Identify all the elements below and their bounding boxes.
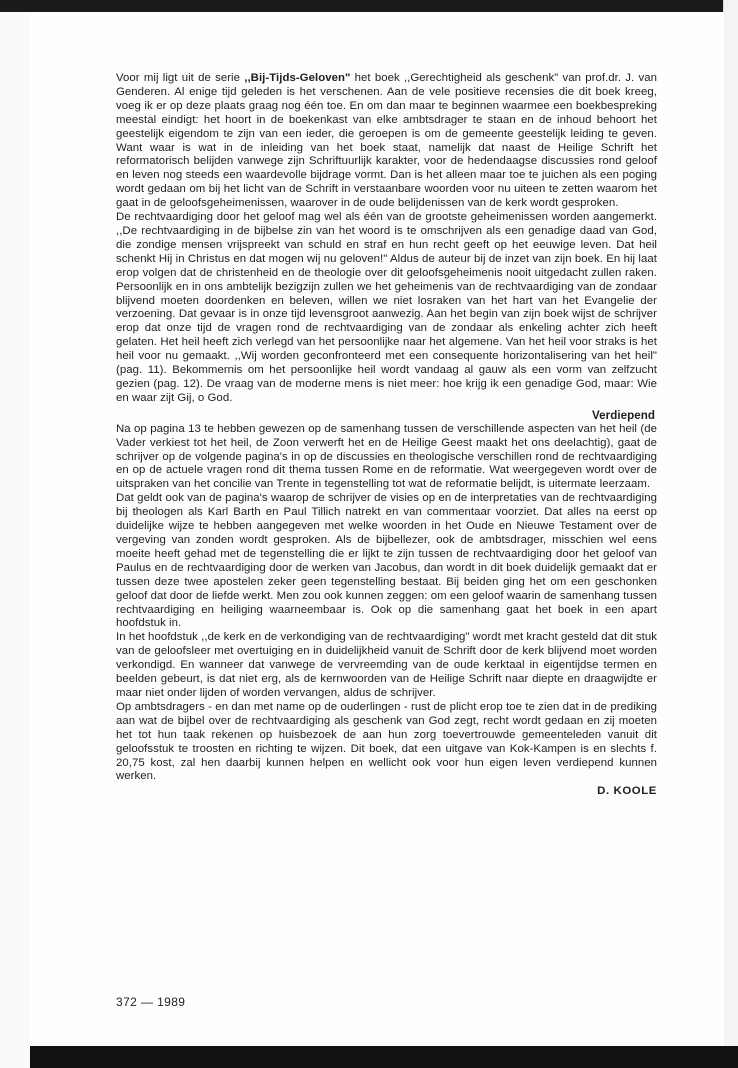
- intro-body-text: het boek ,,Gerechtigheid als geschenk" van prof.dr. J. van Genderen. Al enige tijd geleden is het verschenen. Aan de vele positieve recensies die dit boek kreeg, voeg ik er op deze plaats graag nog één toe. En om dan maar te beginnen waarmee een boekbespreking meestal eindigt: het hoort in de boekenkast van elke ambtsdrager te staan en de inhoud behoort het geestelijk eigendom te zijn van een ieder, die geroepen is om de gemeente geestelijk leiding te geven. Want waar is wat in de inleiding van het boek staat, namelijk dat naast de Heilige Schrift het reformatorisch belijden vanwege zijn Schriftuurlijk karakter, voor de hedendaagse discussies rond geloof en leven nog steeds een waardevolle bijdrage vormt. Dan is het alleen maar toe te juichen als een poging wordt gedaan om bij het licht van de Schrift in verstaanbare woorden voor nu uiteen te zetten waarom het gaat in de geloofsgeheimenissen, waarover in de oude belijdenissen van de kerk wordt gesproken.: [116, 72, 657, 210]
- scan-border-top: [0, 0, 738, 12]
- scan-border-bottom: [30, 1046, 738, 1068]
- scan-border-left: [0, 12, 30, 1068]
- paragraph-pagina-13: Na op pagina 13 te hebben gewezen op de samenhang tussen de verschillende aspecten van het heil (de Vader verkiest tot het heil, de Zoon verwerft het en de Heilige Geest maakt het ons deelachtig), gaat de schrijver op de volgende pagina's in op de discussies en theologische verschillen rond de rechtvaardiging en op de actuele vragen rond dit thema tussen Rome en de reformatie. Wat weergegeven wordt over de uitspraken van het concilie van Trente in tegenstelling tot wat de reformatie belijdt, is uitermate leerzaam.: [116, 422, 657, 491]
- paragraph-rechtvaardiging: De rechtvaardiging door het geloof mag wel als één van de grootste geheimenissen worden aangemerkt. ,,De rechtvaardiging in de bijbelse zin van het woord is te omschrijven als een genadige daad van God, die zondige mensen vrijspreekt van schuld en straf en hun recht geeft op het eeuwige leven. Dat heil schenkt Hij in Christus en dat mogen wij nu geloven!" Aldus de auteur bij de inzet van zijn boek. En hij laat erop volgen dat de christenheid en de theologie over dit geloofsgeheimenis nooit uitgedacht zullen raken. Persoonlijk en in ons ambtelijk bezigzijn zullen we het geheimenis van de rechtvaardiging van de zondaar blijvend moeten doordenken en beleven, willen we niet losraken van het hart van het Evangelie der verzoening. Dat gevaar is in onze tijd levensgroot aanwezig. Aan het begin van zijn boek wijst de schrijver erop dat onze tijd de vragen rond de rechtvaardiging van de zondaar als enkeling achter zich heeft gelaten. Het heil heeft zich verlegd van het persoonlijke naar het algemene. Van het heil voor straks is het heil voor nu gemaakt. ,,Wij worden geconfronteerd met een consequente horizontalisering van het heil" (pag. 11). Bekommernis om het persoonlijke heil wordt vandaag al gauw als een vorm van zelfzucht gezien (pag. 12). De vraag van de moderne mens is niet meer: hoe krijg ik een genadige God, maar: Wie en waar zijt Gij, o God.: [116, 211, 657, 404]
- scan-border-right: [723, 0, 738, 1068]
- intro-lead-text: Voor mij ligt uit de serie: [116, 72, 245, 84]
- author-signature: D. KOOLE: [597, 785, 657, 798]
- paragraph-theologen: Dat geldt ook van de pagina's waarop de schrijver de visies op en de interpretaties van de rechtvaardiging bij theologen als Karl Barth en Paul Tillich natrekt en van commentaar voorziet. Dat alles na eerst op duidelijke wijze te hebben aangegeven met welke woorden in het Oude en Nieuwe Testament over de vergeving van zonden wordt gesproken. Als de bijbellezer, ook de ambtsdrager, misschien wel eens moeite heeft gehad met de tegenstelling die er lijkt te zijn tussen de rechtvaardiging door het geloof van Paulus en de rechtvaardiging door de werken van Jacobus, dan wordt in dit boek duidelijk gemaakt dat er tussen deze twee apostelen zeker geen tegenstelling bestaat. Bij beiden ging het om een geschonken geloof dat door de liefde werkt. Men zou ook kunnen zeggen: om een geloof waarin de samenhang tussen rechtvaardiging en heiliging waarneembaar is. Ook op die samenhang gaat het boek in een apart hoofdstuk in.: [116, 492, 657, 630]
- paragraph-ambtsdragers: Op ambtsdragers - en dan met name op de ouderlingen - rust de plicht erop toe te zien dat in de prediking aan wat de bijbel over de rechtvaardiging als geschenk van God zegt, recht wordt gedaan en zij moeten het tot hun taak rekenen op huisbezoek de aan hun zorg toevertrouwde gemeenteleden vanuit dit geloofsstuk te troosten en richting te wijzen. Dit boek, dat een uitgave van Kok-Kampen is en slechts f. 20,75 kost, zal hen daarbij kunnen helpen en wellicht ook voor hun eigen leven verdiepend kunnen werken.: [116, 700, 657, 783]
- page-folio: 372 — 1989: [116, 995, 186, 1009]
- paragraph-intro: [116, 72, 657, 211]
- article-body: [116, 72, 657, 799]
- paragraph-hoofdstuk-kerk: In het hoofdstuk ,,de kerk en de verkondiging van de rechtvaardiging" wordt met kracht gesteld dat dit stuk van de geloofsleer met overtuiging en in duidelijkheid vanuit de Schrift door de kerk blijvend moet worden verkondigd. En wanneer dat vanwege de vervreemding van de oude kerktaal in eigentijdse termen en beelden gebeurt, is dat niet erg, als de kernwoorden van de Heilige Schrift naar diepte en draagwijdte er maar niet onder lijden of worden vervangen, aldus de schrijver.: [116, 631, 657, 699]
- subheading-verdiepend: Verdiepend: [592, 408, 655, 422]
- series-title: ,,Bij-Tijds-Geloven": [244, 72, 351, 84]
